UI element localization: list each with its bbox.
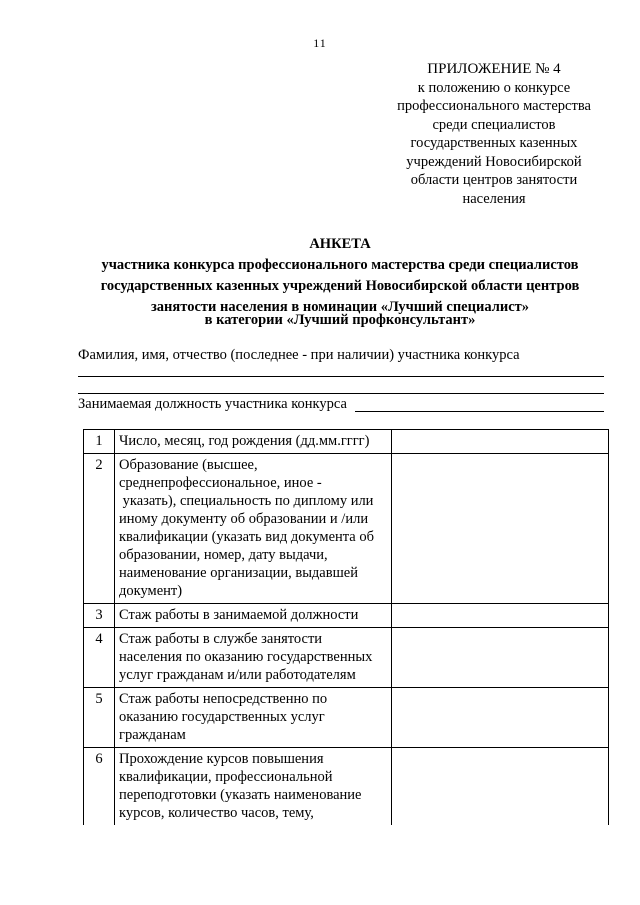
row-answer-cell[interactable] (392, 688, 609, 748)
row-question (115, 628, 392, 688)
page-number: 11 (313, 36, 327, 50)
question-line: квалификации, профессиональной (119, 769, 333, 785)
question-line: квалификации (указать вид документа об (119, 529, 374, 545)
appendix-block (374, 60, 614, 208)
table-row (84, 604, 609, 628)
row-number: 5 (84, 688, 115, 748)
table-row (84, 628, 609, 688)
appendix-line: населения (462, 190, 526, 207)
appendix-line: к положению о конкурсе (417, 79, 571, 96)
question-line: курсов, количество часов, тему, (119, 805, 314, 821)
question-line: переподготовки (указать наименование (119, 787, 362, 803)
question-line: Образование (высшее, (119, 457, 258, 473)
position-label: Занимаемая должность участника конкурса (78, 396, 347, 412)
question-line: указать), специальность по диплому или (119, 493, 374, 509)
questionnaire-table (83, 429, 609, 825)
question-line: Число, месяц, год рождения (дд.мм.гггг) (119, 433, 370, 449)
question-line: гражданам (119, 727, 186, 743)
row-answer-cell[interactable] (392, 628, 609, 688)
row-question (115, 454, 392, 604)
row-question (115, 688, 392, 748)
table-row (84, 430, 609, 454)
appendix-line: учреждений Новосибирской (406, 153, 582, 170)
appendix-line: среди специалистов (432, 116, 556, 133)
question-line: наименование организации, выдавшей (119, 565, 358, 581)
question-line: оказанию государственных услуг (119, 709, 325, 725)
form-category: в категории «Лучший профконсультант» (204, 312, 476, 328)
row-number: 4 (84, 628, 115, 688)
row-question (115, 604, 392, 628)
form-title-heading: АНКЕТА (309, 236, 371, 252)
row-question (115, 430, 392, 454)
row-number: 3 (84, 604, 115, 628)
row-answer-cell[interactable] (392, 748, 609, 826)
full-name-line-2[interactable] (78, 393, 604, 394)
appendix-title: ПРИЛОЖЕНИЕ № 4 (427, 61, 561, 77)
table-row (84, 748, 609, 826)
row-answer-cell[interactable] (392, 604, 609, 628)
appendix-line: государственных казенных (410, 135, 578, 151)
question-line: населения по оказанию государственных (119, 649, 373, 665)
appendix-line: области центров занятости (410, 172, 578, 188)
row-number: 6 (84, 748, 115, 826)
question-line: среднепрофессиональное, иное - (119, 475, 322, 491)
question-line: услуг гражданам и/или работодателям (119, 667, 356, 683)
row-number: 1 (84, 430, 115, 454)
appendix-line: профессионального мастерства (397, 98, 591, 114)
full-name-label: Фамилия, имя, отчество (последнее - при наличии) участника конкурса (78, 347, 520, 363)
question-line: Стаж работы в службе занятости (119, 631, 323, 647)
position-line[interactable] (355, 411, 604, 412)
form-title-line: государственных казенных учреждений Новосибирской области центров (100, 278, 580, 294)
table-row (84, 454, 609, 604)
question-line: иному документу об образовании и /или (119, 511, 369, 527)
question-line: документ) (119, 583, 183, 599)
form-title-line: занятости населения в номинации «Лучший специалист» (150, 299, 529, 315)
row-question (115, 748, 392, 826)
full-name-line-1[interactable] (78, 376, 604, 377)
row-answer-cell[interactable] (392, 430, 609, 454)
row-answer-cell[interactable] (392, 454, 609, 604)
question-line: Стаж работы в занимаемой должности (119, 607, 359, 623)
form-title (60, 234, 620, 318)
form-title-line: участника конкурса профессионального мастерства среди специалистов (101, 257, 579, 273)
table-row (84, 688, 609, 748)
row-number: 2 (84, 454, 115, 604)
question-line: Стаж работы непосредственно по (119, 691, 328, 707)
question-line: образовании, номер, дату выдачи, (119, 547, 328, 563)
question-line: Прохождение курсов повышения (119, 751, 324, 767)
